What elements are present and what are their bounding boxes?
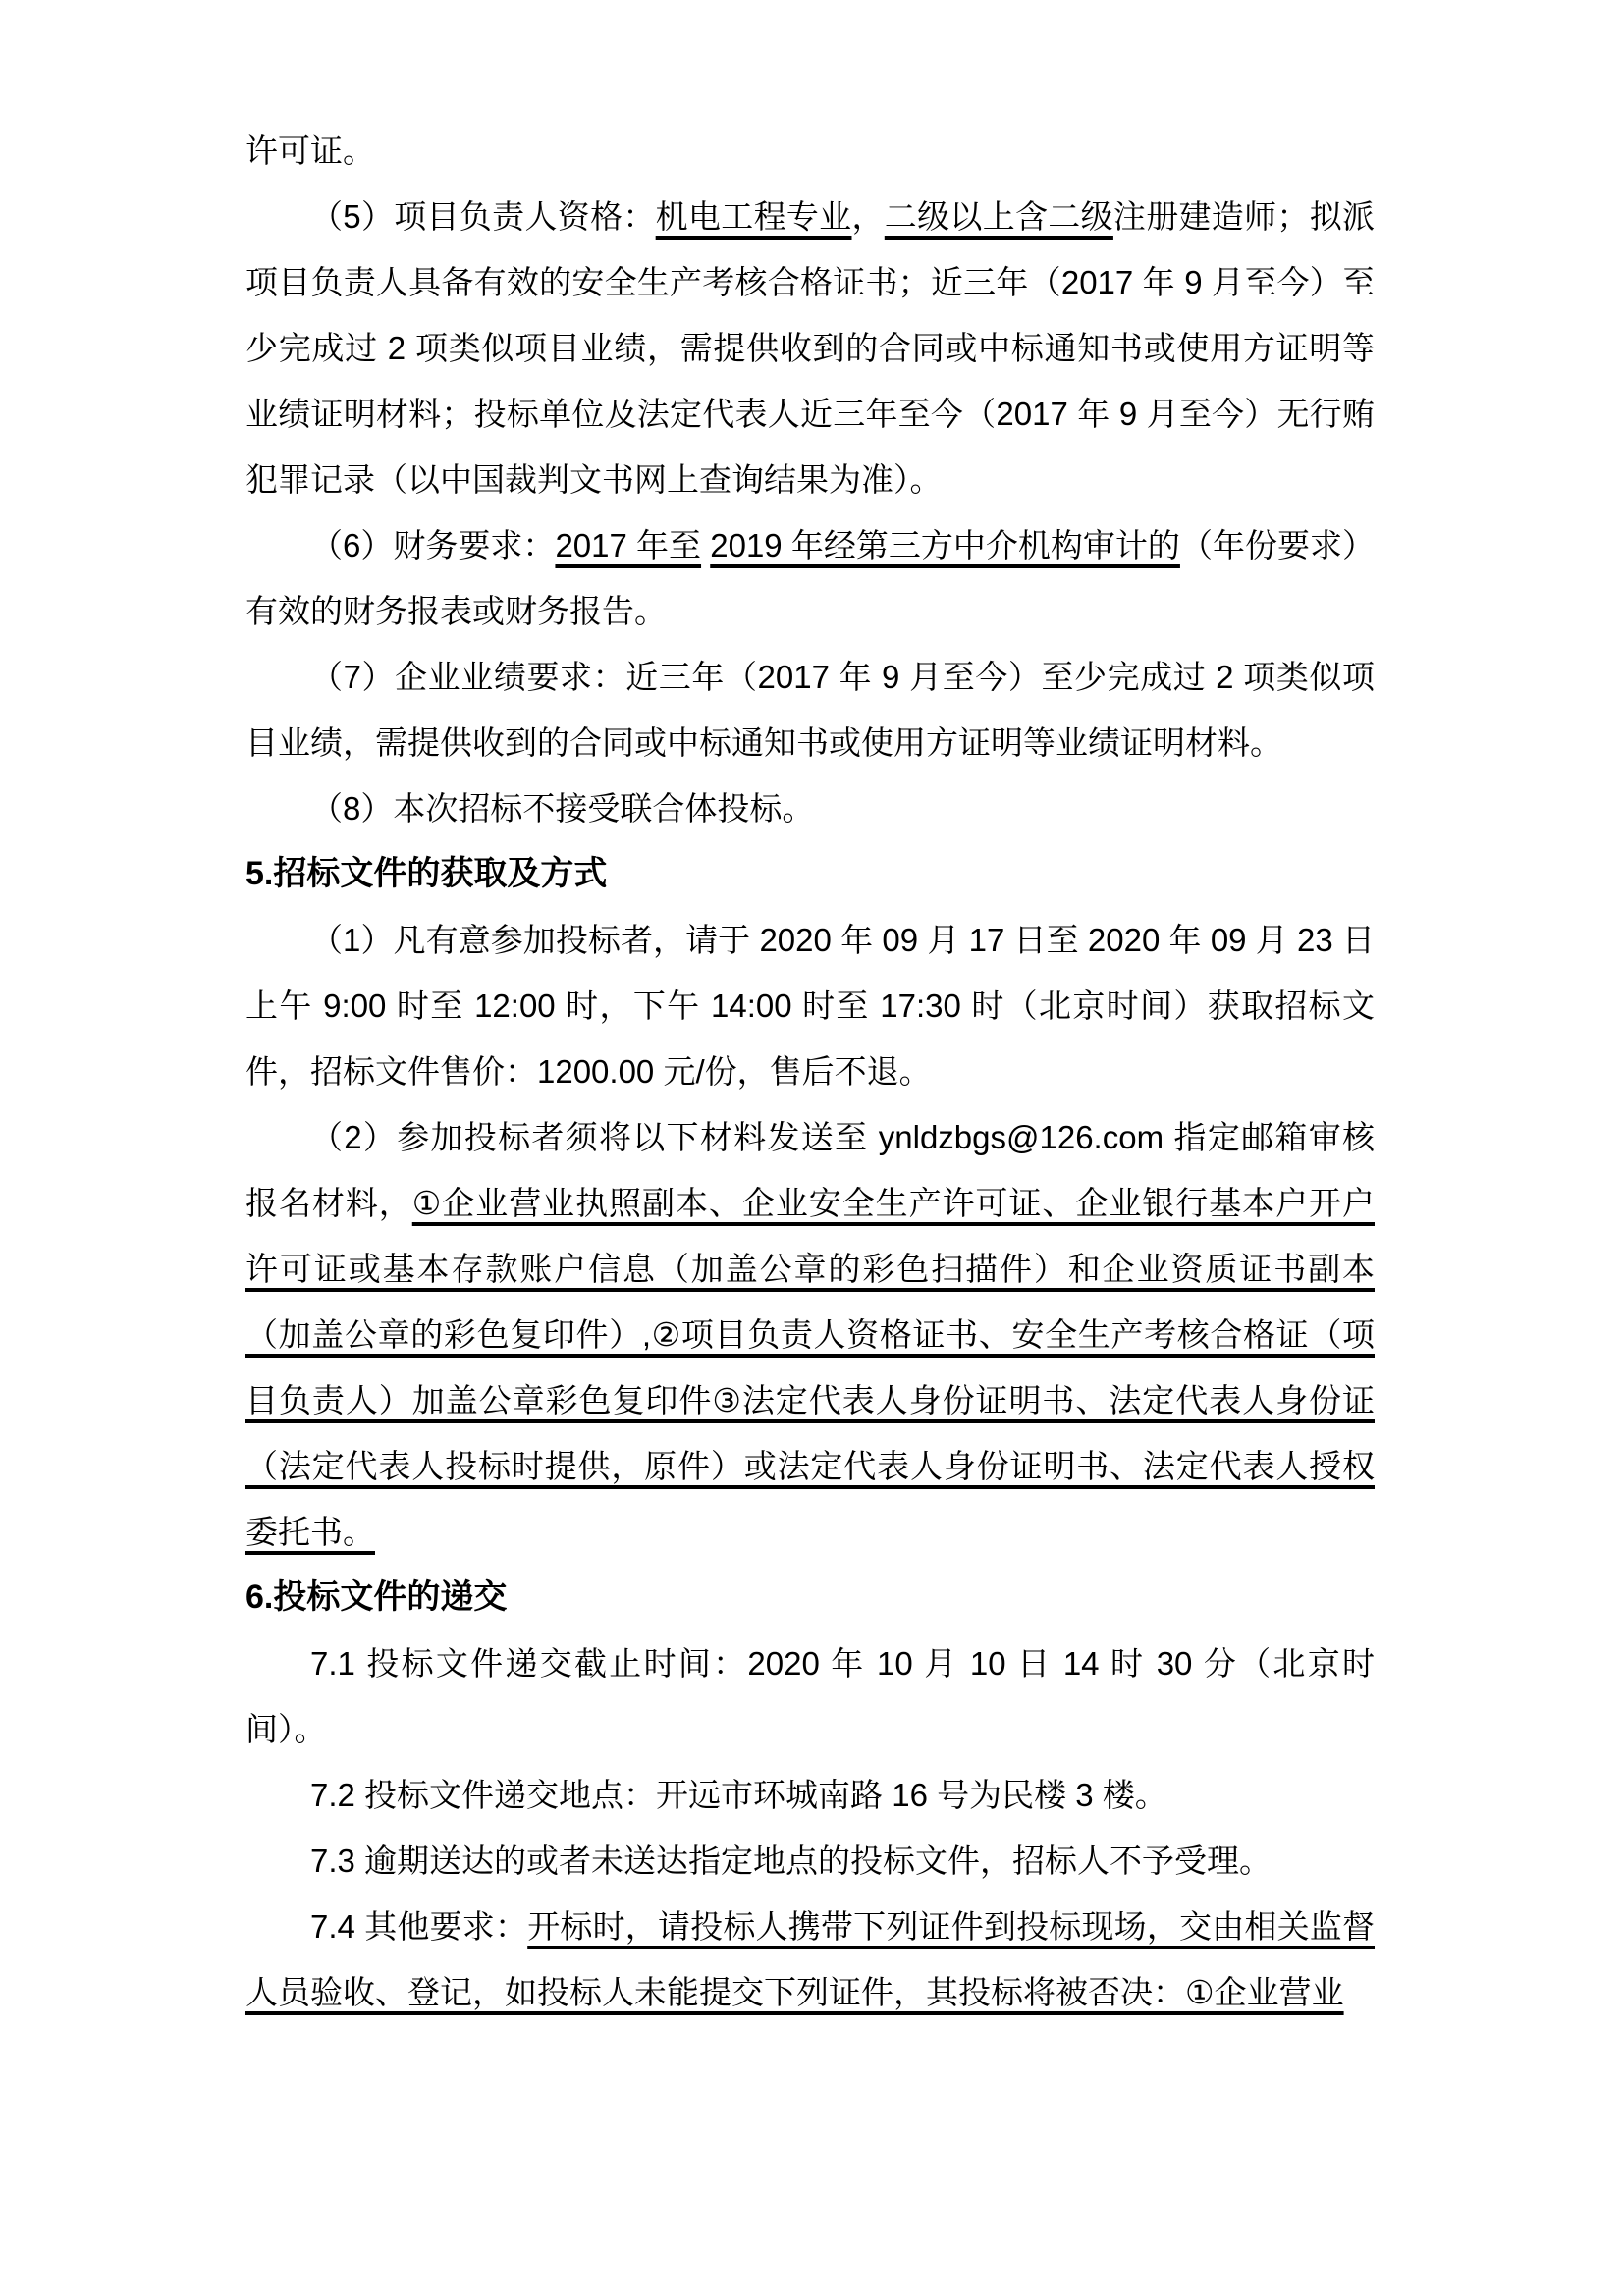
text-segment: ， [851,198,885,235]
section-heading: 6.投标文件的递交 [245,1578,508,1616]
underlined-segment: 机电工程专业 [655,198,852,235]
text-segment: 7.4 其他要求： [310,1908,528,1945]
paragraph [245,775,1375,841]
document-body [245,118,1375,2025]
text-segment: 7.1 投标文件递交截止时间：2020 年 10 月 10 日 14 时 30 分（北京时间）。 [245,1645,1375,1747]
text-segment: （年份要求）有效的财务报表或财务报告。 [245,527,1375,629]
paragraph [245,118,1375,184]
text-segment: （6）财务要求： [310,527,556,563]
paragraph [245,184,1375,512]
text-segment: （1）凡有意参加投标者，请于 2020 年 09 月 17 日至 2020 年 09 月 23 日上午 9:00 时至 12:00 时，下午 14:00 时至 17:30 时（北京时间）获取招标文件，招标文件售价：1200.00 元/份，售后不退。 [245,922,1375,1090]
paragraph [245,644,1375,775]
text-segment: （5）项目负责人资格： [310,198,656,235]
text-segment: （7）企业业绩要求：近三年（2017 年 9 月至今）至少完成过 2 项类似项目业绩，需提供收到的合同或中标通知书或使用方证明等业绩证明材料。 [245,659,1375,761]
paragraph [245,512,1375,644]
paragraph [245,907,1375,1104]
underlined-segment: 2017 年至 [555,527,702,563]
paragraph [245,1894,1375,2025]
underlined-segment: 开标时，请投标人携带下列证件到投标现场，交由相关监督人员验收、登记，如投标人未能提交下列证件，其投标将被否决：①企业营业 [245,1908,1376,2010]
text-segment: 许可证。 [245,133,375,169]
paragraph [245,1630,1375,1762]
text-segment: 7.3 逾期送达的或者未送达指定地点的投标文件，招标人不予受理。 [310,1842,1272,1879]
paragraph [245,1104,1375,1565]
text-segment: （8）本次招标不接受联合体投标。 [310,790,815,827]
paragraph [245,1762,1375,1828]
paragraph [245,1828,1375,1894]
underlined-segment: 二级以上含二级 [884,198,1113,235]
underlined-segment: 2019 年经第三方中介机构审计的 [710,527,1180,563]
text-segment: 7.2 投标文件递交地点：开远市环城南路 16 号为民楼 3 楼。 [310,1777,1167,1813]
text-segment: 注册建造师；拟派项目负责人具备有效的安全生产考核合格证书；近三年（2017 年 9 月至今）至少完成过 2 项类似项目业绩，需提供收到的合同或中标通知书或使用方证明等业绩证明材料；投标单位及法定代表人近三年至今（2017 年 9 月至今）无行贿犯罪记录（以中国裁判文书网上查询结果为准）。 [245,198,1376,498]
underlined-segment: ①企业营业执照副本、企业安全生产许可证、企业银行基本户开户许可证或基本存款账户信息（加盖公章的彩色扫描件）和企业资质证书副本（加盖公章的彩色复印件）,②项目负责人资格证书、安全生产考核合格证（项目负责人）加盖公章彩色复印件③法定代表人身份证明书、法定代表人身份证（法定代表人投标时提供，原件）或法定代表人身份证明书、法定代表人授权委托书。 [245,1185,1375,1550]
section-heading: 5.招标文件的获取及方式 [245,855,608,892]
text-segment [701,527,710,563]
text-segment: （2）参加投标者须将以下材料发送至 ynldzbgs@126.com 指定邮箱审核报名材料， [245,1119,1375,1221]
